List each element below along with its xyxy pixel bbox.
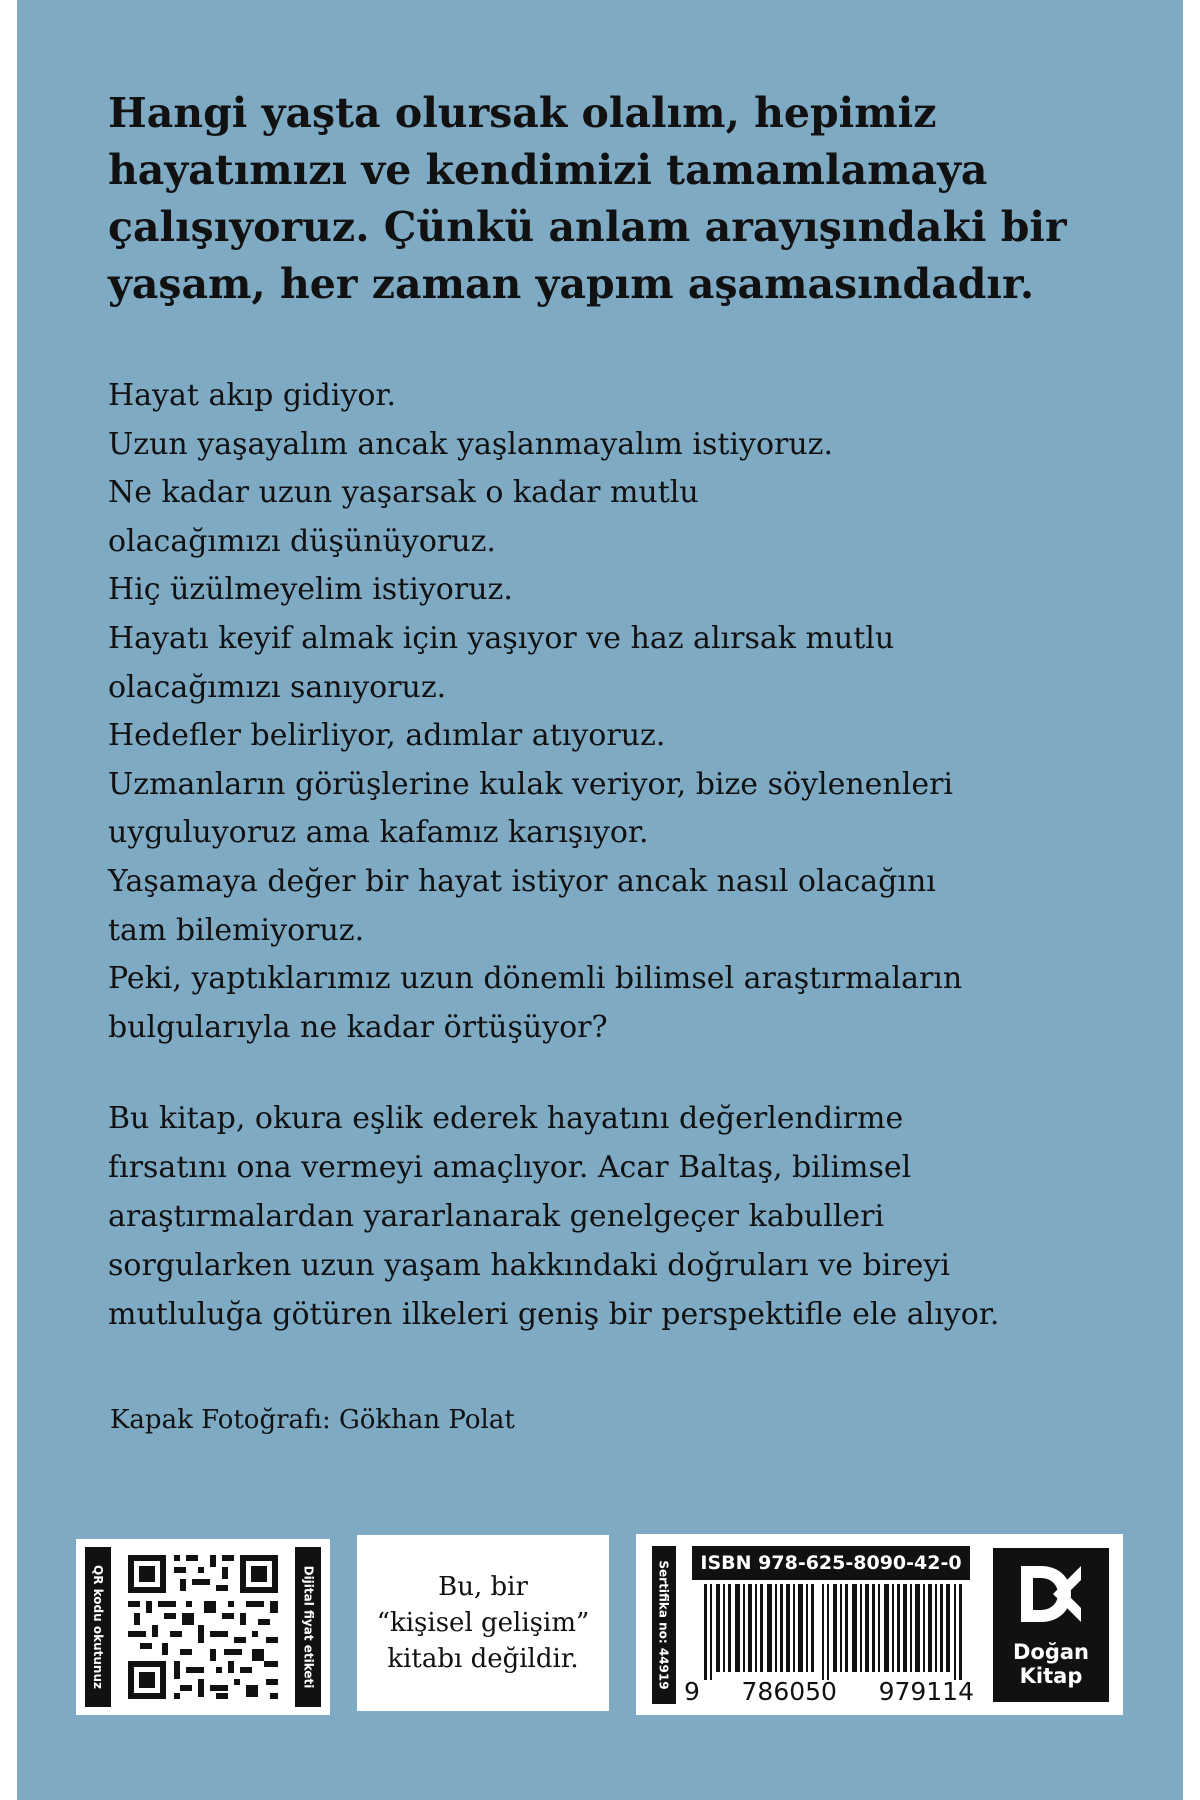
qr-left-label: QR kodu okutunuz bbox=[85, 1547, 111, 1707]
barcode-block bbox=[636, 1534, 1123, 1715]
barcode-digit-group: 9 bbox=[684, 1677, 700, 1706]
body-line: bulgularıyla ne kadar örtüşüyor? bbox=[108, 1009, 608, 1045]
barcode-digits bbox=[684, 1677, 974, 1706]
body-line: Hayat akıp gidiyor. bbox=[108, 378, 397, 413]
body-line: Hedefler belirliyor, adımlar atıyoruz. bbox=[108, 718, 666, 754]
headline-line: hayatımızı ve kendimizi tamamlamaya bbox=[108, 146, 988, 194]
dk-logo-icon bbox=[1017, 1562, 1085, 1626]
publisher-logo bbox=[993, 1548, 1109, 1702]
body-line: Ne kadar uzun yaşarsak o kadar mutlu bbox=[108, 475, 699, 511]
publisher-line: Doğan bbox=[1012, 1640, 1089, 1664]
body-line: Hayatı keyif almak için yaşıyor ve haz alırsak mutlu bbox=[108, 620, 895, 656]
summary-line: mutluluğa götüren ilkeleri geniş bir perspektifle ele alıyor. bbox=[108, 1297, 1000, 1332]
notice-line: kitabı değildir. bbox=[387, 1644, 579, 1674]
body-line: Uzmanların görüşlerine kulak veriyor, bize söylenenleri bbox=[108, 766, 954, 802]
barcode-digit-group: 786050 bbox=[741, 1677, 837, 1706]
photo-credit: Kapak Fotoğrafı: Gökhan Polat bbox=[110, 1405, 515, 1435]
certificate-label: Sertifika no: 44919 bbox=[652, 1546, 676, 1704]
notice-line: Bu, bir bbox=[438, 1572, 528, 1602]
notice-sticker bbox=[357, 1535, 609, 1711]
body-text bbox=[108, 372, 1088, 1052]
headline bbox=[108, 85, 1088, 313]
body-line: tam bilemiyoruz. bbox=[108, 912, 365, 948]
summary-paragraph bbox=[108, 1094, 1108, 1339]
body-line: olacağımızı düşünüyoruz. bbox=[108, 523, 496, 559]
notice-line: “kişisel gelişim” bbox=[376, 1608, 590, 1638]
body-line: Hiç üzülmeyelim istiyoruz. bbox=[108, 572, 513, 608]
barcode-digit-group: 979114 bbox=[878, 1677, 974, 1706]
headline-line: çalışıyoruz. Çünkü anlam arayışındaki bir bbox=[108, 203, 1067, 251]
body-line: olacağımızı sanıyoruz. bbox=[108, 669, 447, 705]
isbn-label: ISBN 978-625-8090-42-0 bbox=[692, 1546, 970, 1580]
barcode-icon bbox=[686, 1584, 976, 1680]
publisher-line: Kitap bbox=[1019, 1664, 1083, 1688]
qr-code-icon[interactable] bbox=[126, 1553, 280, 1701]
headline-line: yaşam, her zaman yapım aşamasındadır. bbox=[108, 260, 1035, 308]
summary-line: fırsatını ona vermeyi amaçlıyor. Acar Baltaş, bilimsel bbox=[108, 1150, 912, 1185]
body-line: uyguluyoruz ama kafamız karışıyor. bbox=[108, 815, 649, 851]
qr-right-label: Dijital fiyat etiketi bbox=[295, 1547, 321, 1707]
headline-line: Hangi yaşta olursak olalım, hepimiz bbox=[108, 89, 937, 137]
body-line: Peki, yaptıklarımız uzun dönemli bilimsel araştırmaların bbox=[108, 961, 963, 997]
summary-line: Bu kitap, okura eşlik ederek hayatını değerlendirme bbox=[108, 1101, 904, 1136]
summary-line: sorgularken uzun yaşam hakkındaki doğruları ve bireyi bbox=[108, 1248, 950, 1283]
qr-price-tag bbox=[76, 1539, 330, 1715]
publisher-name bbox=[993, 1640, 1109, 1688]
body-line: Yaşamaya değer bir hayat istiyor ancak nasıl olacağını bbox=[108, 863, 936, 899]
summary-line: araştırmalardan yararlanarak genelgeçer kabulleri bbox=[108, 1199, 885, 1234]
body-line: Uzun yaşayalım ancak yaşlanmayalım istiyoruz. bbox=[108, 426, 834, 462]
